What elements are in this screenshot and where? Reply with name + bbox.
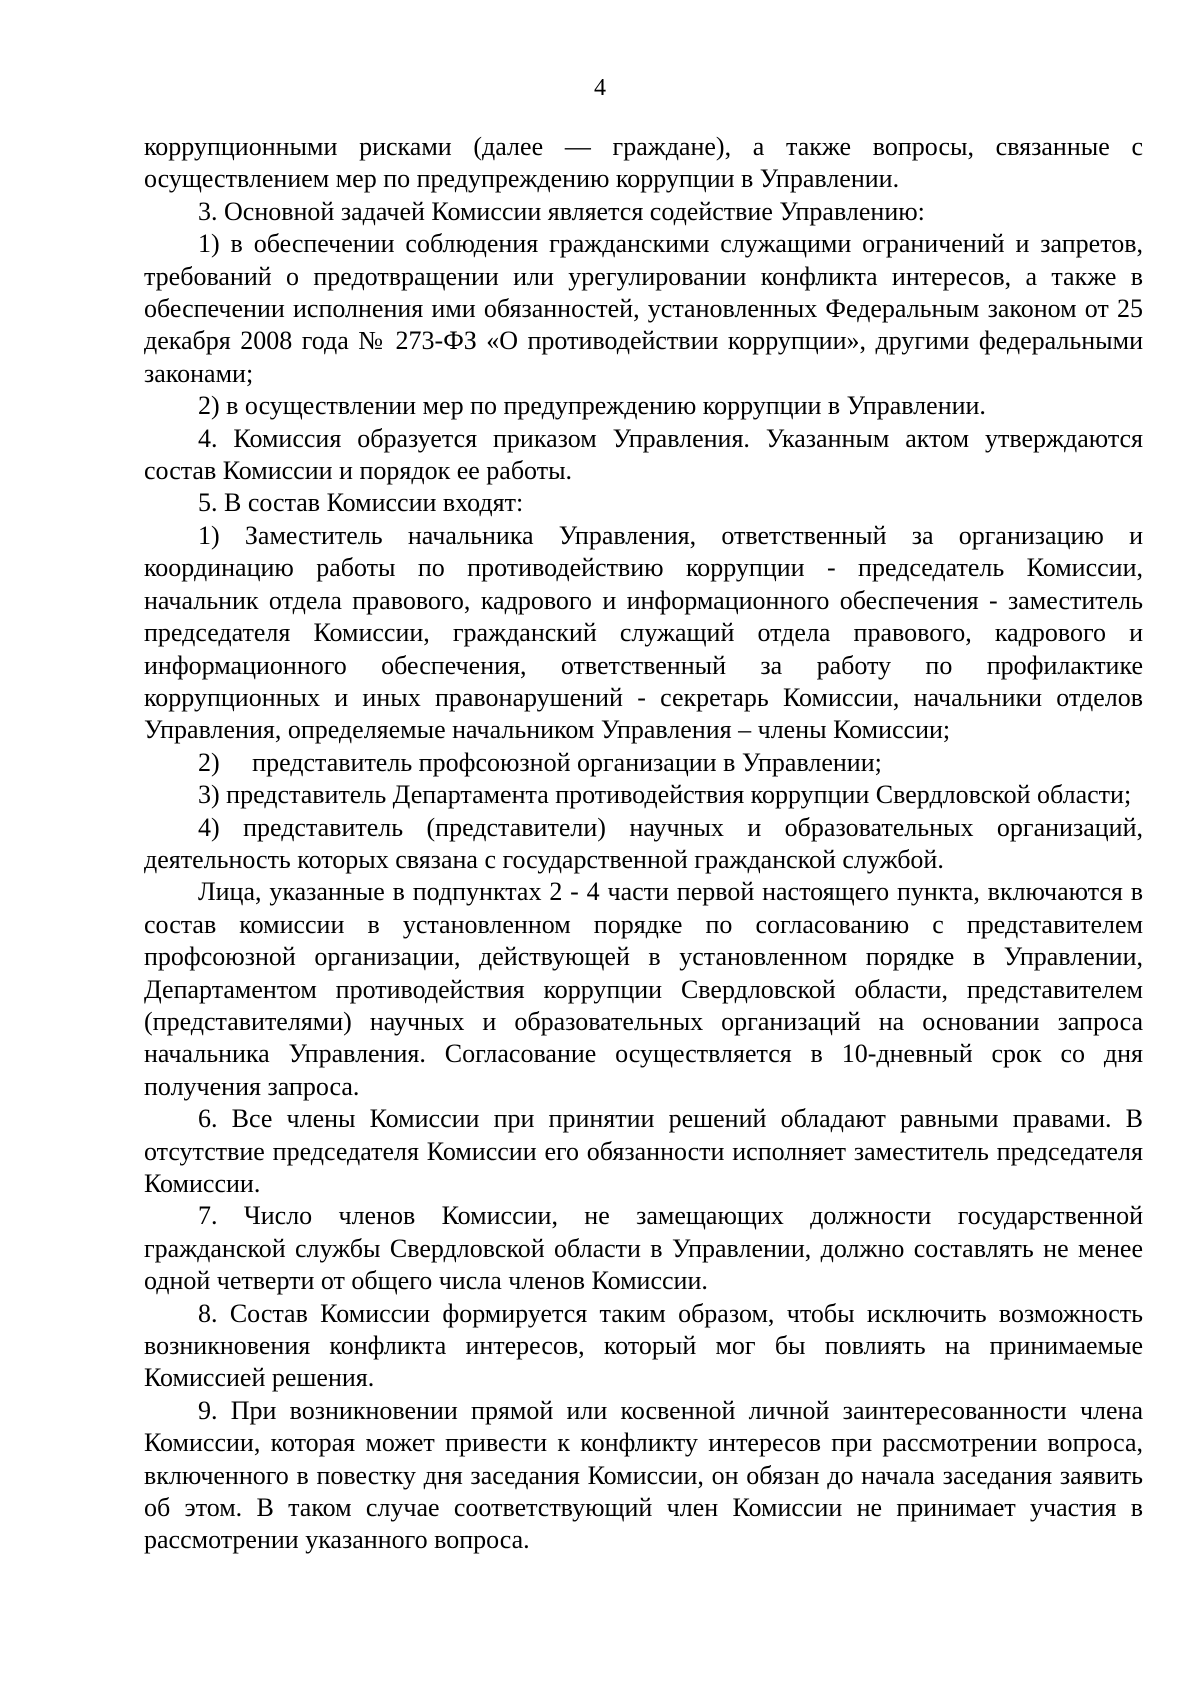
paragraph-item-5-3: 3) представитель Департамента противодействия коррупции Свердловской области; xyxy=(198,780,1132,810)
paragraph-item-5-4: 4) представитель (представители) научных и образовательных организаций, деятельность которых связана с государственной гражданской службой. xyxy=(144,812,1143,874)
paragraph-item-3-1: 1) в обеспечении соблюдения гражданскими служащими ограничений и запретов, требований о предотвращении или урегулировании конфликта интересов, а также в обеспечении исполнения ими обязанностей, установленных Федеральным законом от 25 декабря 2008 года № 273-ФЗ «О противодействии коррупции», другими федеральными законами; xyxy=(144,229,1143,388)
paragraph-item-5: 5. В состав Комиссии входят: xyxy=(198,488,524,518)
page-number: 4 xyxy=(594,75,606,101)
paragraph-item-3-2: 2) в осуществлении мер по предупреждению коррупции в Управлении. xyxy=(198,391,986,421)
paragraph-item-9: 9. При возникновении прямой или косвенной личной заинтересованности члена Комиссии, которая может привести к конфликту интересов при рассмотрении вопроса, включенного в повестку дня заседания Комиссии, он обязан до начала заседания заявить об этом. В таком случае соответствующий член Комиссии не принимает участия в рассмотрении указанного вопроса. xyxy=(144,1395,1143,1555)
paragraph-item-6: 6. Все члены Комиссии при принятии решений обладают равными правами. В отсутствие председателя Комиссии его обязанности исполняет заместитель председателя Комиссии. xyxy=(144,1104,1143,1198)
paragraph-item-5-2: 2) представитель профсоюзной организации в Управлении; xyxy=(198,747,882,777)
paragraph-item-8: 8. Состав Комиссии формируется таким образом, чтобы исключить возможность возникновения конфликта интересов, который мог бы повлиять на принимаемые Комиссией решения. xyxy=(144,1298,1143,1393)
paragraph-item-3: 3. Основной задачей Комиссии является содействие Управлению: xyxy=(198,196,925,226)
paragraph-item-7: 7. Число членов Комиссии, не замещающих должности государственной гражданской службы Свердловской области в Управлении, должно составлять не менее одной четверти от общего числа членов Комиссии. xyxy=(144,1201,1143,1296)
paragraph-item-5-1: 1) Заместитель начальника Управления, ответственный за организацию и координацию работы по противодействию коррупции - председатель Комиссии, начальник отдела правового, кадрового и информационного обеспечения - заместитель председателя Комиссии, гражданский служащий отдела правового, кадрового и информационного обеспечения, ответственный за работу по профилактике коррупционных и иных правонарушений - секретарь Комиссии, начальники отделов Управления, определяемые начальником Управления – члены Комиссии; xyxy=(144,520,1143,745)
paragraph-item-4: 4. Комиссия образуется приказом Управления. Указанным актом утверждаются состав Комиссии и порядок ее работы. xyxy=(144,423,1143,486)
paragraph-persons-note: Лица, указанные в подпунктах 2 - 4 части первой настоящего пункта, включаются в состав комиссии в установленном порядке по согласованию с представителем профсоюзной организации, действующей в установленном порядке в Управлении, Департаментом противодействия коррупции Свердловской области, представителем (представителями) научных и образовательных организаций на основании запроса начальника Управления. Согласование осуществляется в 10-дневный срок со дня получения запроса. xyxy=(144,877,1143,1101)
paragraph-continuation: коррупционными рисками (далее — граждане), а также вопросы, связанные с осуществлением мер по предупреждению коррупции в Управлении. xyxy=(144,132,1143,194)
document-body xyxy=(144,131,1143,1557)
